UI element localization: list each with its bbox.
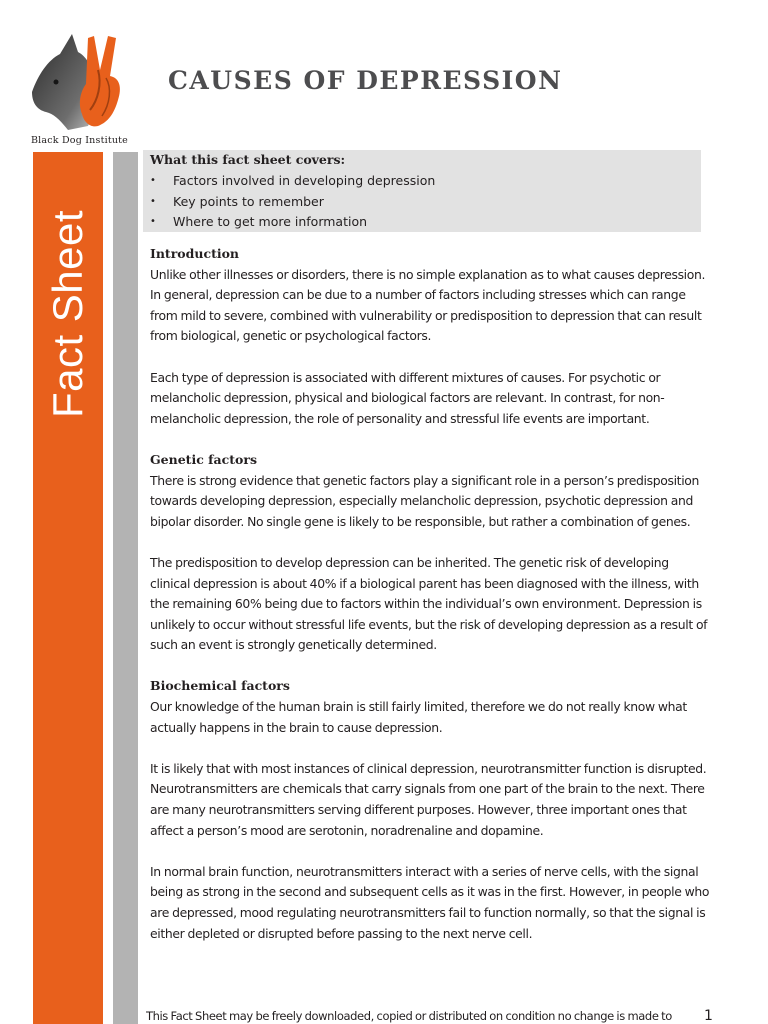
paragraph: The predisposition to develop depression can be inherited. The genetic risk of developing clinical depression is about 40% if a biological parent has been diagnosed with the illness, with the remaining 60% being due to factors within the individual’s own environment. Depression is unlikely to occur without stressful life events, but the risk of developing depression as a result of such an event is strongly genetically determined.: [150, 554, 708, 653]
summary-list: [150, 171, 701, 233]
section-heading: Biochemical factors: [150, 678, 290, 694]
paragraph: Unlike other illnesses or disorders, there is no simple explanation as to what causes depression. In general, depression can be due to a number of factors including stresses which can range from mild to severe, combined with vulnerability or predisposition to depression that can result from biological, genetic or psychological factors.: [150, 266, 706, 344]
main-content: [150, 244, 710, 965]
paragraph: Each type of depression is associated with different mixtures of causes. For psychotic or melancholic depression, physical and biological factors are relevant. In contrast, for non-melancholic depression, the role of personality and stressful life events are important.: [150, 369, 665, 426]
summary-item: • Where to get more information: [150, 212, 701, 233]
summary-item: • Key points to remember: [150, 192, 701, 213]
section-heading: Genetic factors: [150, 451, 257, 467]
footer-notice: This Fact Sheet may be freely downloaded, copied or distributed on condition no change is made to: [146, 1009, 672, 1023]
summary-heading: What this fact sheet covers:: [150, 152, 346, 167]
paragraph: In normal brain function, neurotransmitters interact with a series of nerve cells, with the signal being as strong in the second and subsequent cells as it was in the first. However, in people who are depressed, mood regulating neurotransmitters fail to function normally, so that the signal is either depleted or disrupted before passing to the next nerve cell.: [150, 863, 710, 941]
section-heading: Introduction: [150, 246, 240, 261]
paragraph: It is likely that with most instances of clinical depression, neurotransmitter function is disrupted. Neurotransmitters are chemicals that carry signals from one part of the brain to the next. There are many neurotransmitters serving different purposes. However, three important ones that affect a person’s mood are serotonin, noradrenaline and dopamine.: [150, 760, 707, 838]
page-number: 1: [704, 1008, 713, 1024]
section-introduction: [150, 244, 710, 429]
fact-sheet-label: Fact Sheet: [44, 209, 92, 419]
black-dog-logo: [28, 30, 142, 134]
fact-sheet-label-wrap: [33, 152, 103, 432]
grey-divider-bar: [113, 152, 138, 1024]
summary-item: • Factors involved in developing depression: [150, 171, 701, 192]
section-biochemical-factors: [150, 676, 710, 944]
summary-box: [143, 150, 701, 232]
page-title: CAUSES OF DEPRESSION: [168, 66, 563, 95]
paragraph: There is strong evidence that genetic factors play a significant role in a person’s predisposition towards developing depression, especially melancholic depression, psychotic depression and bipolar disorder. No single gene is likely to be responsible, but rather a combination of genes.: [150, 472, 700, 529]
fact-sheet-side-bar: [33, 152, 103, 1024]
logo-text: Black Dog Institute: [31, 135, 128, 146]
section-genetic-factors: [150, 450, 710, 656]
paragraph: Our knowledge of the human brain is still fairly limited, therefore we do not really know what actually happens in the brain to cause depression.: [150, 699, 687, 735]
